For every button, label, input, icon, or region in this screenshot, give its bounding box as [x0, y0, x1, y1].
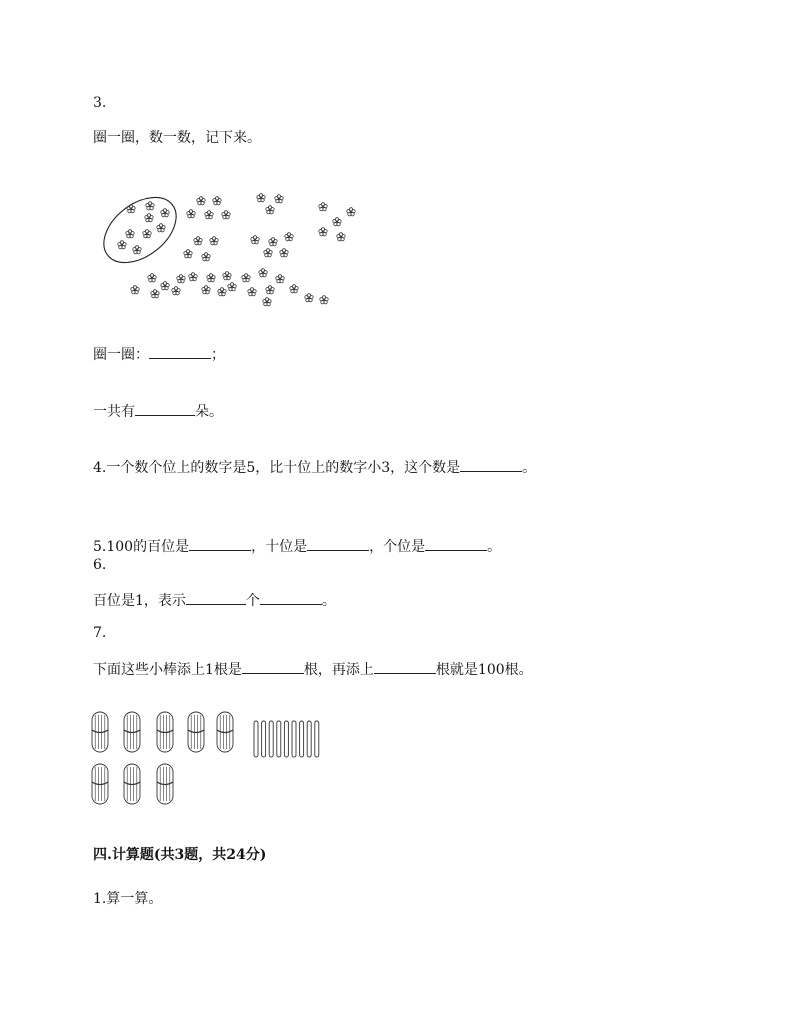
flower-icon [266, 206, 274, 214]
stick-bundle-icon [157, 764, 173, 804]
flower-icon [242, 274, 250, 282]
stick-bundle-icon [92, 712, 108, 752]
q7-number: 7. [93, 625, 107, 641]
flower-icon [337, 233, 345, 241]
flower-icon [319, 203, 327, 211]
flower-icon [320, 296, 328, 304]
q6-mid: 个 [245, 593, 260, 609]
flower-icon [161, 209, 169, 217]
circle-end: ； [211, 347, 225, 363]
q6-blank-1[interactable] [186, 591, 246, 605]
flower-icon [347, 208, 355, 216]
flower-icon [118, 241, 126, 249]
flower-icon [319, 228, 327, 236]
flower-icon [248, 288, 256, 296]
q3-instruction: 圈一圈，数一数，记下来。 [93, 130, 261, 146]
stick-bundle-icon [217, 712, 233, 752]
q4-end: 。 [522, 460, 537, 476]
flower-icon [269, 238, 277, 246]
q7-blank-1[interactable] [242, 660, 304, 674]
total-suffix: 朵。 [195, 404, 223, 420]
q3-circle-line [93, 345, 225, 364]
q5-prefix: 5.100的百位是 [93, 539, 190, 555]
loose-stick-icon [315, 721, 319, 757]
q3-number: 3. [93, 95, 107, 111]
flower-icon [257, 194, 265, 202]
flower-icon [223, 272, 231, 280]
flower-icon [228, 283, 236, 291]
flower-icon [266, 286, 274, 294]
flower-icon [184, 250, 192, 258]
q4-line [93, 458, 536, 477]
flower-icon [207, 274, 215, 282]
q5-mid1: ，十位是 [251, 539, 308, 555]
flower-icon [126, 230, 134, 238]
circle-count-blank[interactable] [149, 345, 211, 359]
q3-total-line [93, 402, 223, 421]
loose-stick-icon [292, 721, 296, 757]
flower-icon [264, 249, 272, 257]
q5-mid2: ，个位是 [369, 539, 426, 555]
flower-icon [146, 202, 154, 210]
flower-icon [290, 285, 298, 293]
total-prefix: 一共有 [93, 404, 135, 420]
flower-icon [275, 195, 283, 203]
stick-bundle-icon [92, 764, 108, 804]
q7-end: 根就是100根。 [435, 662, 533, 678]
q5-hundreds-blank[interactable] [189, 537, 251, 551]
q5-end: 。 [487, 539, 502, 555]
loose-stick-icon [284, 721, 288, 757]
flower-icon [148, 274, 156, 282]
flower-icon [172, 287, 180, 295]
section4-title: 四.计算题(共3题，共24分) [93, 847, 267, 863]
q5-ones-blank[interactable] [425, 537, 487, 551]
q7-line [93, 660, 533, 679]
flower-icon [259, 269, 267, 277]
q6-line [93, 591, 336, 610]
flower-icon [333, 218, 341, 226]
flower-icon [276, 275, 284, 283]
flower-icon [280, 249, 288, 257]
q6-end: 。 [321, 593, 336, 609]
flower-icon [143, 230, 151, 238]
stick-bundle-icon [124, 712, 140, 752]
flower-icon [131, 286, 139, 294]
flower-icon [133, 246, 141, 254]
q6-number: 6. [93, 557, 107, 573]
loose-stick-icon [300, 721, 304, 757]
loose-stick-icon [254, 721, 258, 757]
flower-icon [194, 237, 202, 245]
q5-line [93, 537, 501, 556]
loose-stick-icon [269, 721, 273, 757]
q6-prefix: 百位是1，表示 [93, 593, 186, 609]
q7-blank-2[interactable] [374, 660, 436, 674]
flower-icon [251, 236, 259, 244]
circle-outline [95, 184, 188, 275]
loose-stick-icon [307, 721, 311, 757]
q4-answer-blank[interactable] [460, 458, 522, 472]
flower-icon [285, 233, 293, 241]
section4-q1: 1.算一算。 [93, 891, 163, 907]
flower-icon [210, 237, 218, 245]
flower-icon [161, 282, 169, 290]
stick-bundle-icon [124, 764, 140, 804]
loose-stick-icon [277, 721, 281, 757]
total-count-blank[interactable] [135, 402, 195, 416]
loose-stick-icon [262, 721, 266, 757]
flower-icon [157, 224, 165, 232]
stick-bundle-icon [188, 712, 204, 752]
q7-prefix: 下面这些小棒添上1根是 [93, 662, 242, 678]
q7-mid: 根，再添上 [303, 662, 374, 678]
flower-icon [145, 214, 153, 222]
flower-icon [263, 298, 271, 306]
flower-icon [213, 197, 221, 205]
flower-icon [197, 197, 205, 205]
circle-label: 圈一圈： [93, 347, 149, 363]
flower-icon [151, 290, 159, 298]
flower-icon [189, 273, 197, 281]
flower-icon [202, 286, 210, 294]
flower-icon [222, 211, 230, 219]
flower-icon [305, 294, 313, 302]
flower-icon [202, 253, 210, 261]
flower-icon [187, 210, 195, 218]
q5-tens-blank[interactable] [307, 537, 369, 551]
sticks-figure [88, 708, 328, 808]
flower-figure [95, 182, 365, 312]
flower-icon [218, 288, 226, 296]
q6-blank-2[interactable] [260, 591, 322, 605]
flower-icon [177, 275, 185, 283]
flower-icon [205, 211, 213, 219]
stick-bundle-icon [157, 712, 173, 752]
q4-text: 4.一个数个位上的数字是5，比十位上的数字小3，这个数是 [93, 460, 461, 476]
